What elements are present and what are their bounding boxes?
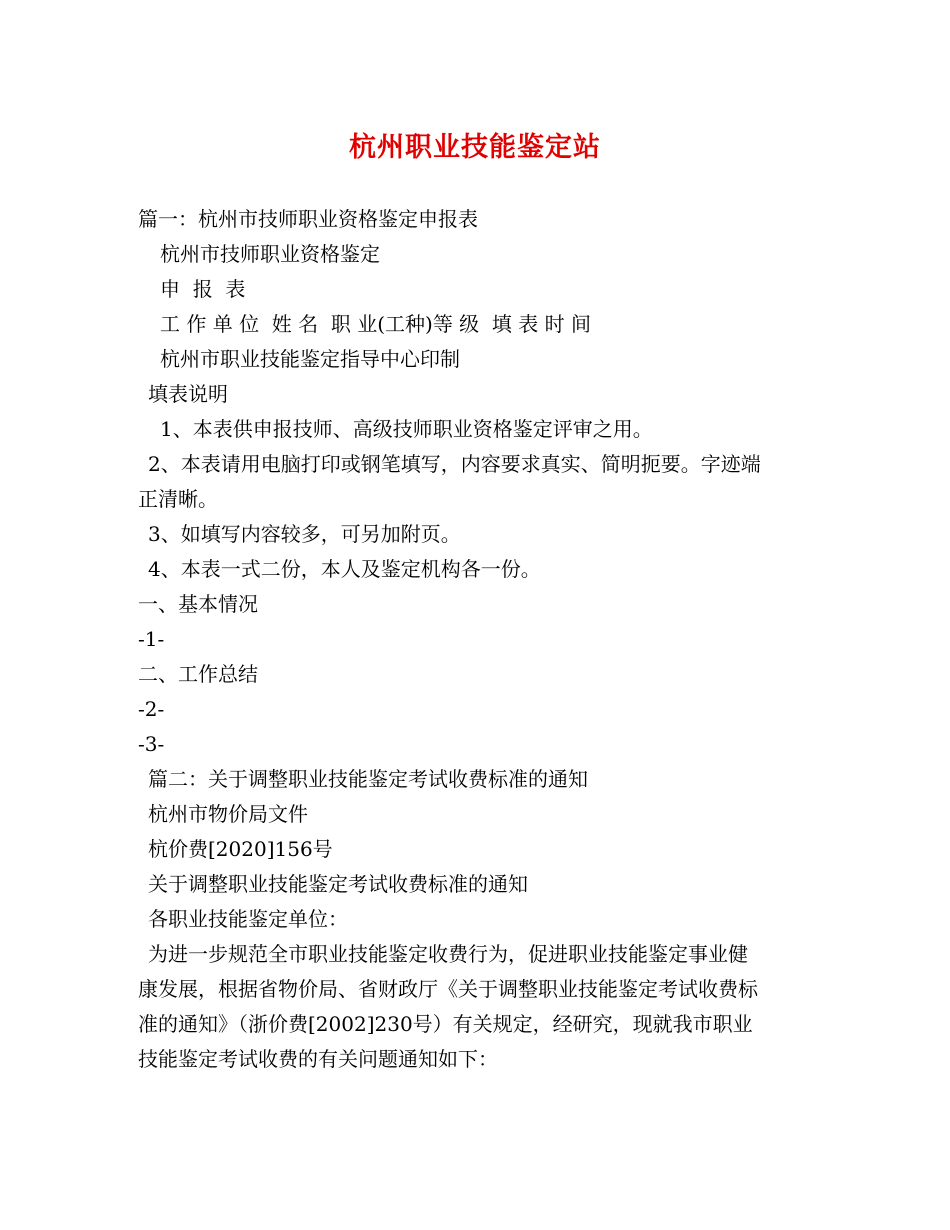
notice-paragraph-line-1: 为进一步规范全市职业技能鉴定收费行为，促进职业技能鉴定事业健 bbox=[148, 942, 748, 966]
notice-paragraph-line-4: 技能鉴定考试收费的有关问题通知如下： bbox=[138, 1047, 498, 1071]
document-body bbox=[138, 202, 828, 1077]
instruction-item-2-continued: 正清晰。 bbox=[138, 487, 218, 511]
notice-paragraph-line-2: 康发展，根据省物价局、省财政厅《关于调整职业技能鉴定考试收费标 bbox=[138, 977, 758, 1001]
issuing-authority-line: 杭州市物价局文件 bbox=[148, 802, 308, 826]
notice-paragraph-line-3: 准的通知》（浙价费[2002]230号）有关规定，经研究，现就我市职业 bbox=[138, 1012, 753, 1036]
notice-addressee-line: 各职业技能鉴定单位： bbox=[148, 907, 348, 931]
section-basic-info: 一、基本情况 bbox=[138, 592, 258, 616]
page-number-3: -3- bbox=[138, 732, 165, 756]
document-title: 杭州职业技能鉴定站 bbox=[349, 132, 601, 163]
page-number-1: -1- bbox=[138, 627, 165, 651]
notice-title-line: 关于调整职业技能鉴定考试收费标准的通知 bbox=[148, 872, 528, 896]
form-fields-line: 工 作 单 位 姓 名 职 业(工种)等 级 填 表 时 间 bbox=[160, 312, 591, 336]
section-heading-part-one: 篇一：杭州市技师职业资格鉴定申报表 bbox=[138, 207, 478, 231]
form-title-line: 杭州市技师职业资格鉴定 bbox=[160, 242, 380, 266]
instruction-item-4: 4、本表一式二份，本人及鉴定机构各一份。 bbox=[148, 557, 541, 581]
document-number-line: 杭价费[2020]156号 bbox=[148, 837, 333, 861]
page-number-2: -2- bbox=[138, 697, 165, 721]
instruction-item-1: 1、本表供申报技师、高级技师职业资格鉴定评审之用。 bbox=[160, 417, 653, 441]
form-issuer-line: 杭州市职业技能鉴定指导中心印制 bbox=[160, 347, 460, 371]
form-subtitle-line: 申 报 表 bbox=[160, 277, 246, 301]
section-work-summary: 二、工作总结 bbox=[138, 662, 258, 686]
instruction-item-3: 3、如填写内容较多，可另加附页。 bbox=[148, 522, 461, 546]
instructions-heading: 填表说明 bbox=[148, 382, 228, 406]
instruction-item-2: 2、本表请用电脑打印或钢笔填写，内容要求真实、简明扼要。字迹端 bbox=[148, 452, 761, 476]
section-heading-part-two: 篇二：关于调整职业技能鉴定考试收费标准的通知 bbox=[148, 767, 588, 791]
